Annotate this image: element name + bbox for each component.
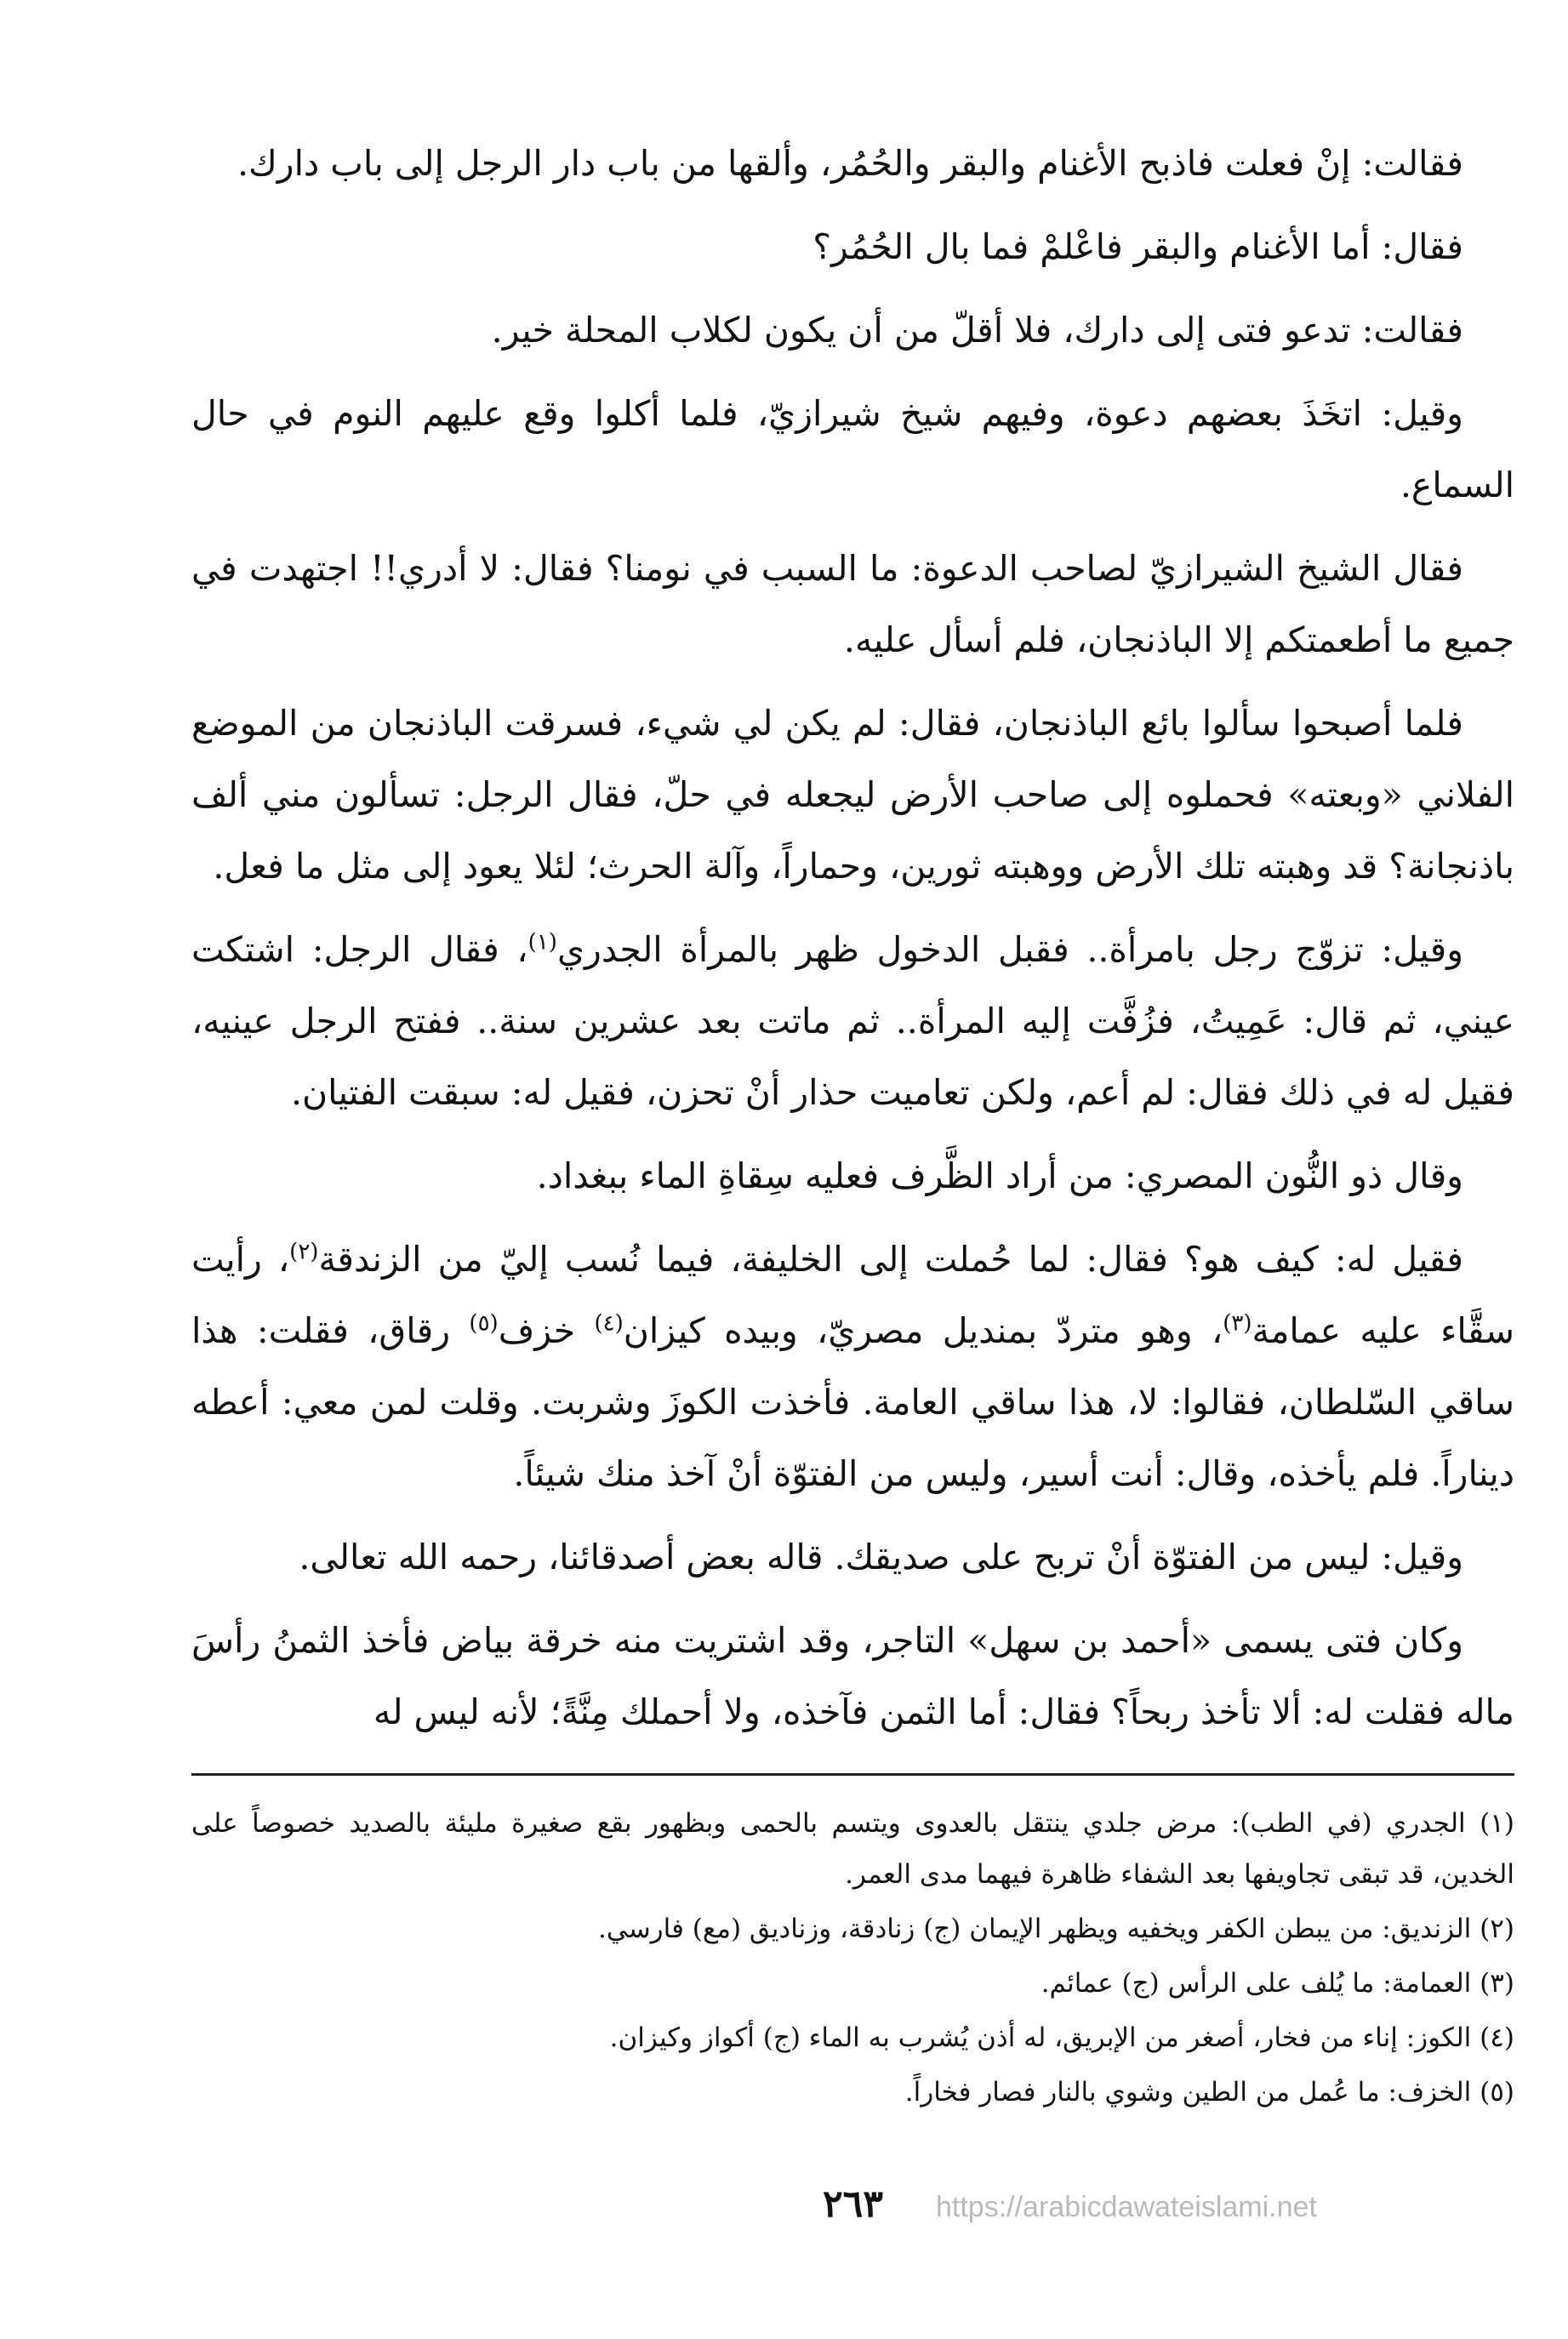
footnote-ref-4: (٤) xyxy=(594,1310,624,1337)
watermark-url: https://arabicdawateislami.net xyxy=(936,2191,1317,2223)
paragraph-7 xyxy=(191,914,1514,1128)
paragraph-11: وكان فتى يسمى «أحمد بن سهل» التاجر، وقد اشتريت منه خرقة بياض فأخذ الثمنُ رأسَ ماله فقلت له: ألا تأخذ ربحاً؟ فقال: أما الثمن فآخذه، ولا أحملك مِنَّةً؛ لأنه ليس له xyxy=(191,1620,1514,1732)
footnote-divider xyxy=(191,1773,1514,1776)
paragraph-9 xyxy=(191,1224,1514,1509)
main-text xyxy=(191,128,1514,1748)
paragraph-7-part-a: وقيل: تزوّج رجل بامرأة.. فقبل الدخول ظهر بالمرأة الجدري xyxy=(556,929,1463,970)
paragraph-8: وقال ذو النُّون المصري: من أراد الظَّرف فعليه سِقاةِ الماء ببغداد. xyxy=(536,1155,1463,1196)
paragraph-4: وقيل: اتخَذَ بعضهم دعوة، وفيهم شيخ شيرازيّ، فلما أكلوا وقع عليهم النوم في حال السماع. xyxy=(191,393,1514,505)
paragraph-5: فقال الشيخ الشيرازيّ لصاحب الدعوة: ما السبب في نومنا؟ فقال: لا أدري!! اجتهدت في جميع ما أطعمتكم إلا الباذنجان، فلم أسأل عليه. xyxy=(191,548,1514,660)
paragraph-10: وقيل: ليس من الفتوّة أنْ تربح على صديقك. قاله بعض أصدقائنا، رحمه الله تعالى. xyxy=(299,1537,1463,1577)
page-number: ٢٦٣ xyxy=(823,2182,883,2226)
footnote-4: (٤) الكوز: إناء من فخار، أصغر من الإبريق، له أذن يُشرب به الماء (ج) أكواز وكيزان. xyxy=(609,2022,1514,2053)
footnote-2: (٢) الزنديق: من يبطن الكفر ويخفيه ويظهر الإيمان (ج) زنادقة، وزناديق (مع) فارسي. xyxy=(598,1914,1514,1944)
paragraph-2: فقال: أما الأغنام والبقر فاعْلمْ فما بال الحُمُر؟ xyxy=(813,226,1463,267)
footnote-5: (٥) الخزف: ما عُمل من الطين وشوي بالنار فصار فخاراً. xyxy=(904,2077,1514,2108)
paragraph-9-part-e: رقاق، فقلت: هذا ساقي السّلطان، فقالوا: لا، هذا ساقي العامة. فأخذت الكوزَ وشربت. وقلت لمن معي: أعطه ديناراً. فلم يأخذه، وقال: أنت أسير، وليس من الفتوّة أنْ آخذ منك شيئاً. xyxy=(191,1310,1514,1494)
paragraph-9-part-d: خزف xyxy=(498,1310,595,1351)
paragraph-9-part-a: فقيل له: كيف هو؟ فقال: لما حُملت إلى الخليفة، فيما نُسب إليّ من الزندقة xyxy=(318,1239,1463,1280)
paragraph-6: فلما أصبحوا سألوا بائع الباذنجان، فقال: لم يكن لي شيء، فسرقت الباذنجان من الموضع الفلاني «وبعته» فحملوه إلى صاحب الأرض ليجعله في حلّ، فقال الرجل: تسألون مني ألف باذنجانة؟ قد وهبته تلك الأرض ووهبته ثورين، وحماراً، وآلة الحرث؛ لئلا يعود إلى مثل ما فعل. xyxy=(191,703,1514,887)
paragraph-9-part-b: ، رأيت سقَّاء عليه عمامة xyxy=(191,1239,1514,1351)
paragraph-9-part-c: ، وهو متردّ بمنديل مصريّ، وبيده كيزان xyxy=(623,1310,1223,1351)
footnote-ref-3: (٣) xyxy=(1223,1310,1252,1337)
footnote-ref-5: (٥) xyxy=(469,1310,499,1337)
footnote-ref-2: (٢) xyxy=(289,1239,319,1265)
footnote-1: (١) الجدري (في الطب): مرض جلدي ينتقل بالعدوى ويتسم بالحمى وبظهور بقع صغيرة مليئة بالصديد خصوصاً على الخدين، قد تبقى تجاويفها بعد الشفاء ظاهرة فيهما مدى العمر. xyxy=(191,1808,1514,1890)
book-page xyxy=(191,128,1514,2306)
paragraph-7-part-b: ، فقال الرجل: اشتكت عيني، ثم قال: عَمِيتُ، فزُفَّت إليه المرأة.. ثم ماتت بعد عشرين سنة.. ففتح الرجل عينيه، فقيل له في ذلك فقال: لم أعم، ولكن تعاميت حذار أنْ تحزن، فقيل له: سبقت الفتيان. xyxy=(191,929,1514,1113)
paragraph-1: فقالت: إنْ فعلت فاذبح الأغنام والبقر والحُمُر، وألقها من باب دار الرجل إلى باب دارك. xyxy=(237,143,1463,184)
paragraph-3: فقالت: تدعو فتى إلى دارك، فلا أقلّ من أن يكون لكلاب المحلة خير. xyxy=(491,310,1463,351)
footnote-3: (٣) العمامة: ما يُلف على الرأس (ج) عمائم. xyxy=(1041,1968,1514,1999)
footnotes xyxy=(191,1798,1514,2118)
footnote-ref-1: (١) xyxy=(527,929,557,956)
